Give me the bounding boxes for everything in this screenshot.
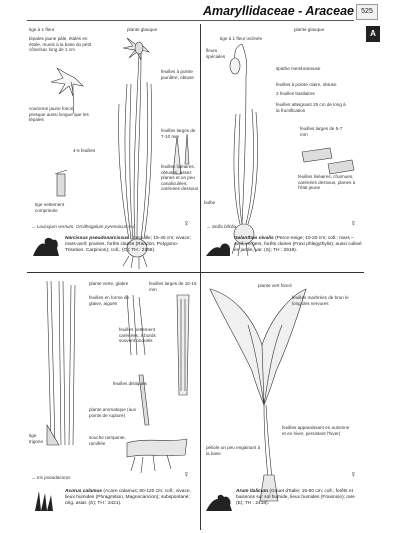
- galanthus-silhouette: [204, 236, 232, 258]
- label-plante-glauque: plante glauque: [127, 27, 158, 32]
- species-entry-3: [65, 489, 197, 508]
- label-feuilles-basilaires: 2 feuilles basilaires: [276, 91, 315, 96]
- label-bulbe: bulbe: [204, 200, 216, 205]
- label-plante-aromatique: plante aromatique (aux points de rupture): [89, 407, 136, 418]
- species-name-3: Acorus calamus: [65, 489, 103, 494]
- label-feuilles-fructification: feuilles atteignant 25 cm de long à la fructification: [276, 102, 346, 113]
- species-description-2: (Perce-neige; 10-20 cm; coll.; mars – avril; vergers, forêts claires (Fraxi phlegythylis); aussi cultivé en jardin, var. (S); TH : 2918).: [234, 236, 362, 254]
- label-feuilles-larges: feuilles larges de 7-10 mm: [161, 128, 196, 139]
- galanthus-illustration: [202, 24, 364, 272]
- label-feuilles-charnues: feuilles linéaires, charnues, carénées dessous, planes à l'état jeune: [298, 174, 356, 190]
- label-tepales: tépales jaune pâle, étalés en étoile, munis à la base du petit cône/sac long de 1 cm: [29, 36, 92, 52]
- arum-silhouette: [204, 489, 234, 513]
- label-nombre-feuilles: 4-6 feuilles: [73, 148, 96, 153]
- vertical-divider: [200, 24, 201, 530]
- gender-symbol-3: ♀: [183, 469, 190, 479]
- gender-symbol: ♀: [183, 218, 190, 228]
- species-description: (Jonquille; 15-40 cm; vivace; mars-avril; prairies, forêts claires (Randon, Polygono-Trisetion, Carpinion); coll.; (O); TH : 2368).: [65, 236, 191, 254]
- cross-reference-3: → Iris pseudacorus: [31, 475, 71, 480]
- label-feuilles-larges-3: feuilles larges de 10-15 mm: [149, 281, 197, 292]
- label-fleurs-speciales: fleurs spéciales: [206, 48, 226, 59]
- page-title: Amaryllidaceae - Araceae: [202, 4, 354, 18]
- label-spathe: spathe membraneuse: [276, 66, 321, 71]
- panel-narcissus: [27, 24, 199, 272]
- gender-symbol-4: ♀: [350, 469, 357, 479]
- species-description-3: (Acore calamus; 60-120 cm; coll.; vivace, lieux humides (Phragmition, Magnocaricion); subspontané; orig. asiat. (S); TH : 2421).: [65, 489, 191, 507]
- label-tige-trigone: tige trigone: [29, 433, 44, 444]
- header-rule: [27, 20, 354, 21]
- panel-galanthus: [202, 24, 364, 272]
- label-feuilles-larges-2: feuilles larges de 5-7 mm: [300, 126, 343, 137]
- species-description-4: (Gouet d'Italie; 15-60 cm; coll.; forêts et buissons sur sol humide, lieux humides (Fraxinion); rare (E); TH : 2418).: [236, 489, 355, 507]
- narcissus-silhouette: [31, 236, 61, 258]
- species-name-2: Galanthus nivalis: [234, 236, 274, 241]
- cross-reference: → Leucojum vernum, Ornithogalum pyrenaicum s.l.: [31, 224, 136, 229]
- species-entry-4: [236, 489, 362, 508]
- narcissus-illustration: [27, 24, 199, 272]
- species-entry: [65, 236, 197, 255]
- label-feuilles-carenees: feuilles nettement carénées, à bords souvent ondulés: [119, 327, 156, 343]
- label-feuilles-automne: feuilles apparaissant en automne et en hiver, persistant l'hiver): [282, 425, 350, 436]
- label-petiole: pétiole un peu engainant à la base: [206, 445, 261, 456]
- label-pointe-claire: feuilles à pointe claire, obtuse: [276, 82, 337, 87]
- label-couronne: couronne jaune foncé, presque aussi longue que les tépales: [29, 106, 89, 122]
- panel-acorus: [27, 275, 199, 530]
- species-name: Narcissus pseudonarcissus: [65, 236, 129, 241]
- cross-reference-2: → Scilla bifolia: [206, 224, 237, 229]
- label-tige-inclinee: tige à 1 fleur inclinée: [220, 36, 263, 41]
- species-entry-2: [234, 236, 362, 255]
- label-souche-rampante: souche rampante, ramifiée: [89, 435, 126, 446]
- label-feuilles-lineaires: feuilles linéaires, obtuses, assez planes et un peu canaliculées, carénées dessous: [161, 164, 199, 191]
- horizontal-divider: [27, 272, 364, 273]
- label-plante-glauque-2: plante glauque: [294, 27, 325, 32]
- label-feuilles-marbrees: feuilles marbrées de brun le long des nervures: [292, 295, 349, 306]
- section-tab: A: [366, 26, 380, 42]
- label-plante-verte: plante verte, glabre: [89, 281, 129, 286]
- panel-arum: [202, 275, 364, 530]
- gender-symbol-2: ♀: [350, 218, 357, 228]
- species-name-4: Arum italicum: [236, 489, 268, 494]
- label-vert-fonce: plante vert foncé: [258, 283, 292, 288]
- acorus-silhouette: [31, 489, 61, 513]
- label-tige-comprimee: tige nettement comprimée: [35, 202, 65, 213]
- label-tige-fleur: tige à 1 fleur: [29, 27, 55, 32]
- label-feuilles-distiques: feuilles distiques: [113, 381, 147, 386]
- label-feuilles-pointe: feuilles à pointe jaunâtre, obtuse: [161, 69, 194, 80]
- label-feuilles-glaive: feuilles en forme de glaive, aiguës: [89, 295, 130, 306]
- page-number: 525: [356, 4, 378, 20]
